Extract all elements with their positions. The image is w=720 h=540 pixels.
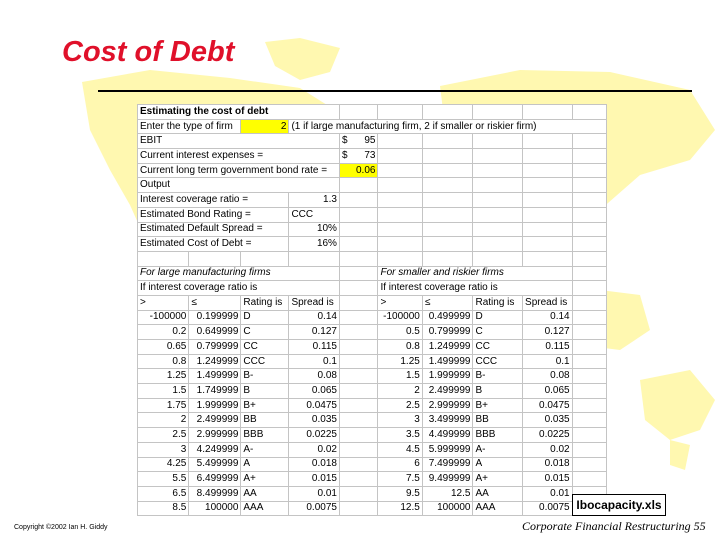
- small-rating-cell: A-: [473, 442, 523, 457]
- large-spread-cell: 0.1: [289, 354, 340, 369]
- small-lower-bound-cell: 2.5: [378, 398, 422, 413]
- empty-cell: [572, 310, 606, 325]
- empty-cell: [572, 457, 606, 472]
- table-row: [138, 457, 607, 472]
- small-spread-cell: 0.0075: [523, 501, 573, 516]
- small-lower-bound-cell: 9.5: [378, 486, 422, 501]
- empty-cell: [339, 369, 378, 384]
- table-row: [138, 398, 607, 413]
- large-upper-bound-cell: 1.749999: [189, 384, 241, 399]
- small-lower-bound-cell: -100000: [378, 310, 422, 325]
- small-upper-bound-cell: 1.499999: [422, 354, 473, 369]
- large-spread-cell: 0.127: [289, 325, 340, 340]
- small-rating-cell: AAA: [473, 501, 523, 516]
- large-spread-cell: 0.065: [289, 384, 340, 399]
- empty-cell: [572, 428, 606, 443]
- large-upper-bound-cell: 0.199999: [189, 310, 241, 325]
- table-row: [138, 340, 607, 355]
- large-rating-cell: BB: [241, 413, 289, 428]
- empty-cell: [339, 442, 378, 457]
- empty-cell: [572, 354, 606, 369]
- rating-label: Estimated Bond Rating =: [138, 207, 289, 222]
- large-cond-label: If interest coverage ratio is: [138, 281, 340, 296]
- large-spread-cell: 0.035: [289, 413, 340, 428]
- empty-cell: [339, 398, 378, 413]
- table-row: [138, 310, 607, 325]
- large-header-gt: >: [138, 295, 189, 310]
- large-lower-bound-cell: -100000: [138, 310, 189, 325]
- rating-value: CCC: [289, 207, 340, 222]
- small-rating-cell: B: [473, 384, 523, 399]
- small-spread-cell: 0.127: [523, 325, 573, 340]
- small-lower-bound-cell: 7.5: [378, 472, 422, 487]
- small-spread-cell: 0.14: [523, 310, 573, 325]
- slide-footer: Corporate Financial Restructuring 55: [522, 519, 706, 533]
- empty-cell: [339, 325, 378, 340]
- large-rating-cell: B-: [241, 369, 289, 384]
- small-spread-cell: 0.015: [523, 472, 573, 487]
- small-lower-bound-cell: 3.5: [378, 428, 422, 443]
- large-spread-cell: 0.08: [289, 369, 340, 384]
- bond-rate-label: Current long term government bond rate =: [138, 163, 340, 178]
- large-lower-bound-cell: 2.5: [138, 428, 189, 443]
- spreadsheet-grid: [137, 104, 607, 516]
- small-rating-cell: A: [473, 457, 523, 472]
- ebit-label: EBIT: [138, 134, 340, 149]
- copyright: Copyright ©2002 Ian H. Giddy: [14, 524, 108, 531]
- large-lower-bound-cell: 4.25: [138, 457, 189, 472]
- empty-cell: [572, 398, 606, 413]
- small-lower-bound-cell: 3: [378, 413, 422, 428]
- small-rating-cell: C: [473, 325, 523, 340]
- large-rating-cell: AAA: [241, 501, 289, 516]
- small-upper-bound-cell: 7.499999: [422, 457, 473, 472]
- small-lower-bound-cell: 4.5: [378, 442, 422, 457]
- slide-title: Cost of Debt: [62, 36, 235, 68]
- coverage-value: 1.3: [289, 193, 340, 208]
- small-header-gt: >: [378, 295, 422, 310]
- large-upper-bound-cell: 100000: [189, 501, 241, 516]
- table-row: [138, 325, 607, 340]
- large-rating-cell: B: [241, 384, 289, 399]
- table-row: [138, 442, 607, 457]
- table-row: [138, 369, 607, 384]
- large-lower-bound-cell: 1.5: [138, 384, 189, 399]
- large-upper-bound-cell: 5.499999: [189, 457, 241, 472]
- small-firms-title: For smaller and riskier firms: [378, 266, 572, 281]
- empty-cell: [572, 384, 606, 399]
- file-name-label: Ibocapacity.xls: [572, 494, 666, 516]
- large-upper-bound-cell: 2.499999: [189, 413, 241, 428]
- small-spread-cell: 0.0475: [523, 398, 573, 413]
- small-spread-cell: 0.02: [523, 442, 573, 457]
- small-rating-cell: B-: [473, 369, 523, 384]
- empty-cell: [572, 442, 606, 457]
- table-row: [138, 384, 607, 399]
- table-row: [138, 354, 607, 369]
- firm-type-input[interactable]: 2: [241, 119, 289, 134]
- table-row: [138, 472, 607, 487]
- interest-currency: [339, 149, 378, 164]
- large-rating-cell: B+: [241, 398, 289, 413]
- table-row: [138, 413, 607, 428]
- small-cond-label: If interest coverage ratio is: [378, 281, 572, 296]
- interest-label: Current interest expenses =: [138, 149, 340, 164]
- large-header-le: ≤: [189, 295, 241, 310]
- large-rating-cell: BBB: [241, 428, 289, 443]
- empty-cell: [572, 472, 606, 487]
- small-spread-cell: 0.0225: [523, 428, 573, 443]
- cost-value: 16%: [289, 237, 340, 252]
- large-upper-bound-cell: 2.999999: [189, 428, 241, 443]
- large-upper-bound-cell: 4.249999: [189, 442, 241, 457]
- large-spread-cell: 0.0475: [289, 398, 340, 413]
- large-upper-bound-cell: 8.499999: [189, 486, 241, 501]
- small-upper-bound-cell: 2.499999: [422, 384, 473, 399]
- large-spread-cell: 0.0075: [289, 501, 340, 516]
- large-rating-cell: D: [241, 310, 289, 325]
- bond-rate-input[interactable]: 0.06: [339, 163, 378, 178]
- small-upper-bound-cell: 12.5: [422, 486, 473, 501]
- rating-table-body: [138, 310, 607, 516]
- large-rating-cell: AA: [241, 486, 289, 501]
- small-rating-cell: D: [473, 310, 523, 325]
- small-header-rating: Rating is: [473, 295, 523, 310]
- sheet-heading: Estimating the cost of debt: [138, 105, 340, 120]
- empty-cell: [339, 457, 378, 472]
- empty-cell: [339, 428, 378, 443]
- large-rating-cell: CC: [241, 340, 289, 355]
- small-lower-bound-cell: 2: [378, 384, 422, 399]
- small-spread-cell: 0.065: [523, 384, 573, 399]
- large-spread-cell: 0.0225: [289, 428, 340, 443]
- empty-cell: [339, 310, 378, 325]
- table-row: [138, 428, 607, 443]
- large-lower-bound-cell: 3: [138, 442, 189, 457]
- small-lower-bound-cell: 1.25: [378, 354, 422, 369]
- small-upper-bound-cell: 4.499999: [422, 428, 473, 443]
- small-upper-bound-cell: 3.499999: [422, 413, 473, 428]
- small-rating-cell: B+: [473, 398, 523, 413]
- spreadsheet: [137, 104, 607, 514]
- small-rating-cell: BB: [473, 413, 523, 428]
- firm-type-note: (1 if large manufacturing firm, 2 if smaller or riskier firm): [289, 119, 607, 134]
- coverage-label: Interest coverage ratio =: [138, 193, 289, 208]
- small-lower-bound-cell: 0.8: [378, 340, 422, 355]
- small-spread-cell: 0.01: [523, 486, 573, 501]
- firm-type-label: Enter the type of firm: [138, 119, 241, 134]
- small-lower-bound-cell: 1.5: [378, 369, 422, 384]
- small-spread-cell: 0.018: [523, 457, 573, 472]
- large-upper-bound-cell: 1.499999: [189, 369, 241, 384]
- small-upper-bound-cell: 0.499999: [422, 310, 473, 325]
- large-lower-bound-cell: 0.65: [138, 340, 189, 355]
- small-lower-bound-cell: 0.5: [378, 325, 422, 340]
- small-rating-cell: A+: [473, 472, 523, 487]
- small-rating-cell: AA: [473, 486, 523, 501]
- empty-cell: [572, 369, 606, 384]
- interest-input[interactable]: 73: [364, 149, 376, 161]
- large-spread-cell: 0.02: [289, 442, 340, 457]
- large-upper-bound-cell: 1.999999: [189, 398, 241, 413]
- empty-cell: [572, 340, 606, 355]
- large-rating-cell: A: [241, 457, 289, 472]
- spread-label: Estimated Default Spread =: [138, 222, 289, 237]
- empty-cell: [339, 340, 378, 355]
- small-upper-bound-cell: 9.499999: [422, 472, 473, 487]
- interest-currency-symbol: $: [341, 149, 348, 161]
- large-header-spread: Spread is: [289, 295, 340, 310]
- empty-cell: [572, 325, 606, 340]
- small-spread-cell: 0.035: [523, 413, 573, 428]
- large-lower-bound-cell: 6.5: [138, 486, 189, 501]
- large-lower-bound-cell: 5.5: [138, 472, 189, 487]
- large-lower-bound-cell: 1.75: [138, 398, 189, 413]
- large-spread-cell: 0.01: [289, 486, 340, 501]
- large-upper-bound-cell: 1.249999: [189, 354, 241, 369]
- empty-cell: [339, 472, 378, 487]
- small-header-le: ≤: [422, 295, 473, 310]
- large-spread-cell: 0.018: [289, 457, 340, 472]
- small-upper-bound-cell: 100000: [422, 501, 473, 516]
- spread-value: 10%: [289, 222, 340, 237]
- small-rating-cell: CC: [473, 340, 523, 355]
- small-lower-bound-cell: 6: [378, 457, 422, 472]
- large-rating-cell: C: [241, 325, 289, 340]
- ebit-currency: [339, 134, 378, 149]
- small-upper-bound-cell: 1.999999: [422, 369, 473, 384]
- small-spread-cell: 0.1: [523, 354, 573, 369]
- large-upper-bound-cell: 0.649999: [189, 325, 241, 340]
- output-label: Output: [138, 178, 340, 193]
- large-lower-bound-cell: 0.2: [138, 325, 189, 340]
- large-spread-cell: 0.14: [289, 310, 340, 325]
- large-lower-bound-cell: 8.5: [138, 501, 189, 516]
- large-rating-cell: A+: [241, 472, 289, 487]
- large-spread-cell: 0.115: [289, 340, 340, 355]
- small-upper-bound-cell: 0.799999: [422, 325, 473, 340]
- empty-cell: [339, 501, 378, 516]
- small-upper-bound-cell: 5.999999: [422, 442, 473, 457]
- table-row: [138, 486, 607, 501]
- empty-cell: [339, 354, 378, 369]
- table-row: [138, 501, 607, 516]
- large-rating-cell: A-: [241, 442, 289, 457]
- cost-label: Estimated Cost of Debt =: [138, 237, 289, 252]
- large-upper-bound-cell: 0.799999: [189, 340, 241, 355]
- empty-cell: [572, 413, 606, 428]
- large-lower-bound-cell: 0.8: [138, 354, 189, 369]
- small-upper-bound-cell: 1.249999: [422, 340, 473, 355]
- empty-cell: [339, 486, 378, 501]
- small-spread-cell: 0.115: [523, 340, 573, 355]
- large-upper-bound-cell: 6.499999: [189, 472, 241, 487]
- ebit-input[interactable]: 95: [364, 135, 376, 147]
- title-divider: [98, 90, 692, 92]
- small-lower-bound-cell: 12.5: [378, 501, 422, 516]
- ebit-currency-symbol: $: [341, 135, 348, 147]
- small-header-spread: Spread is: [523, 295, 573, 310]
- empty-cell: [339, 384, 378, 399]
- small-rating-cell: CCC: [473, 354, 523, 369]
- large-header-rating: Rating is: [241, 295, 289, 310]
- large-lower-bound-cell: 2: [138, 413, 189, 428]
- small-upper-bound-cell: 2.999999: [422, 398, 473, 413]
- small-rating-cell: BBB: [473, 428, 523, 443]
- large-rating-cell: CCC: [241, 354, 289, 369]
- large-spread-cell: 0.015: [289, 472, 340, 487]
- small-spread-cell: 0.08: [523, 369, 573, 384]
- empty-cell: [339, 413, 378, 428]
- large-firms-title: For large manufacturing firms: [138, 266, 340, 281]
- large-lower-bound-cell: 1.25: [138, 369, 189, 384]
